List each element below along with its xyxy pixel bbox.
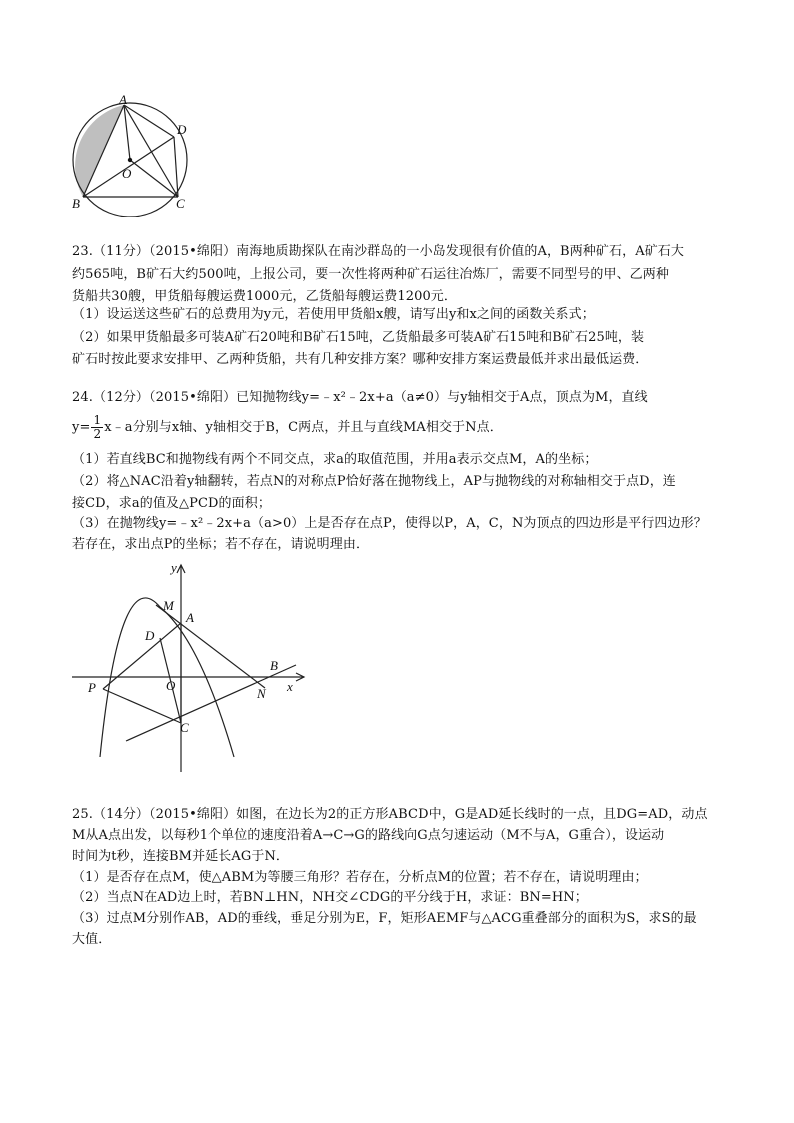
label-y: y [171,560,177,575]
label-P: P [88,680,96,695]
q25-line-1: 25.（14分）（2015•绵阳）如图，在边长为2的正方形ABCD中，G是AD延长线时的一点，且DG=AD，动点 [72,807,708,822]
q25-line-5: （2）当点N在AD边上时，若BN⊥HN，NH交∠CDG的平分线于H，求证：BN=HN； [72,890,588,905]
q23-line-2: 约565吨，B矿石大约500吨，上报公司，要一次性将两种矿石运往冶炼厂，需要不同型号的甲、乙两种 [72,267,669,282]
q23-line-5: （2）如果甲货船最多可装A矿石20吨和B矿石15吨，乙货船最多可装A矿石15吨和B矿石25吨，装 [72,330,645,345]
fraction-one-half [91,414,103,441]
q23-line-1: 23.（11分）（2015•绵阳）南海地质勘探队在南沙群岛的一小岛发现很有价值的A，B两种矿石，A矿石大 [72,244,684,259]
label-D2: D [145,628,155,643]
fraction-denominator: 2 [93,427,102,441]
label-M: M [163,598,174,613]
q25-line-4: （1）是否存在点M，使△ABM为等腰三角形？若存在，分析点M的位置；若不存在，请说明理由； [72,870,648,885]
q23-line-6: 矿石时按此要求安排甲、乙两种货船，共有几种安排方案？哪种安排方案运费最低并求出最低运费． [72,352,649,367]
q25-line-3: 时间为t秒，连接BM并延长AG于N． [72,849,290,864]
line-MN [156,605,265,688]
q24-line-5: 接CD，求a的值及△PCD的面积； [72,496,271,511]
q24-line-2-prefix: y= [72,420,91,435]
label-D: D [177,122,187,137]
q24-line-3: （1）若直线BC和抛物线有两个不同交点，求a的取值范围，并用a表示交点M，A的坐标； [72,452,598,467]
label-O2: O [166,678,176,693]
q24-line-1: 24.（12分）（2015•绵阳）已知抛物线y=﹣x²﹣2x+a（a≠0）与y轴相交于A点，顶点为M，直线 [72,390,648,405]
fraction-numerator: 1 [93,413,102,427]
label-B2: B [270,658,278,673]
label-N: N [257,686,266,701]
q24-line-6: （3）在抛物线y=﹣x²﹣2x+a（a>0）上是否存在点P，使得以P，A，C，N为顶点的四边形是平行四边形？ [72,516,707,531]
circle-figure [60,92,200,217]
q24-line-7: 若存在，求出点P的坐标；若不存在，请说明理由． [72,537,370,552]
label-x: x [287,679,293,694]
q23-line-3: 货船共30艘，甲货船每艘运费1000元，乙货船每艘运费1200元． [72,289,458,304]
q23-line-4: （1）设运送这些矿石的总费用为y元，若使用甲货船x艘，请写出y和x之间的函数关系式； [72,307,595,322]
line-PC [103,689,181,723]
q25-line-2: M从A点出发，以每秒1个单位的速度沿着A→C→G的路线向G点匀速运动（M不与A，G重合），设运动 [72,828,665,843]
q24-line-4: （2）将△NAC沿着y轴翻转，若点N的对称点P恰好落在抛物线上，AP与抛物线的对称轴相交于点D，连 [72,474,676,489]
label-A2: A [186,610,194,625]
q25-line-7: 大值． [72,932,112,947]
center-point [128,158,132,162]
label-A: A [119,92,127,107]
shaded-segment [75,105,124,197]
label-O: O [122,166,132,181]
q24-line-2 [72,414,503,442]
label-C: C [176,196,185,211]
label-C2: C [180,720,189,735]
q25-line-6: （3）过点M分别作AB，AD的垂线，垂足分别为E，F，矩形AEMF与△ACG重叠部分的面积为S，求S的最 [72,911,697,926]
label-B: B [72,196,80,211]
parabola-figure [65,558,315,778]
q24-line-2-suffix: x﹣a分别与x轴、y轴相交于B，C两点，并且与直线MA相交于N点． [104,420,503,435]
